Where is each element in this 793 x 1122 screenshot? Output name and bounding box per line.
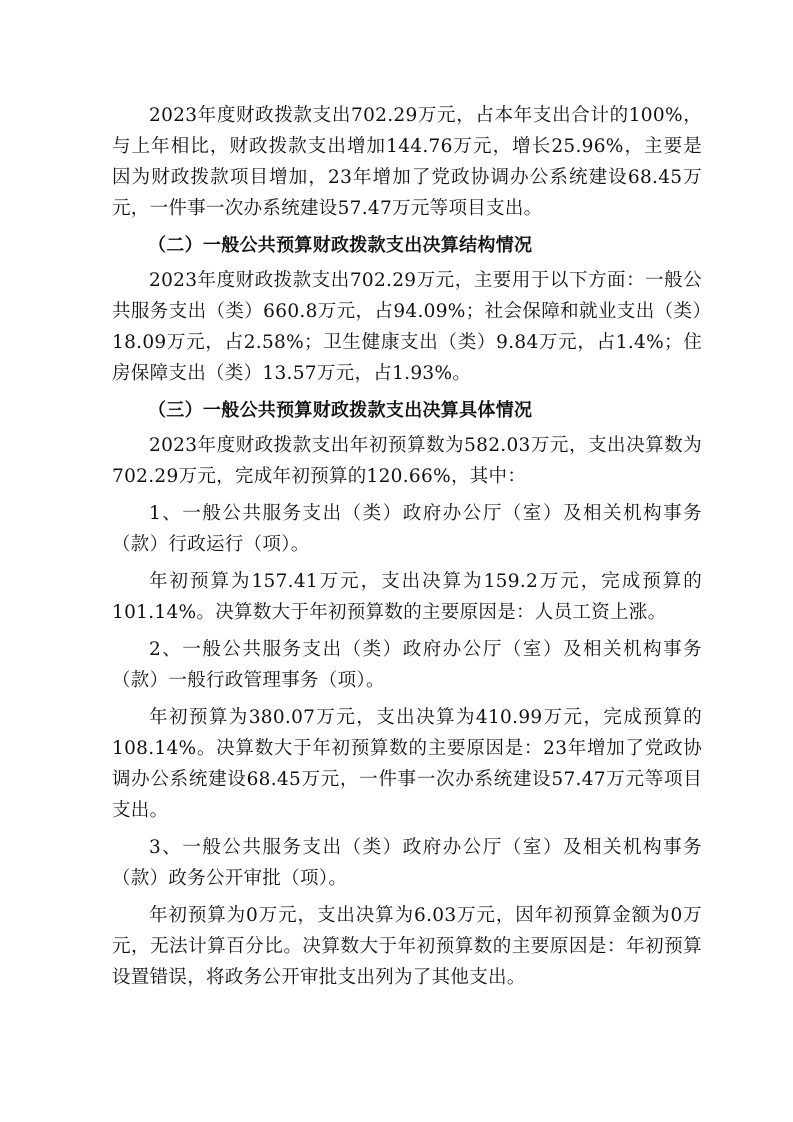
- document-page: [112, 100, 702, 993]
- item-1-body: 年初预算为157.41万元，支出决算为159.2万元，完成预算的101.14%。决算数大于年初预算数的主要原因是：人员工资上涨。: [112, 571, 702, 623]
- item-2-title: 2、一般公共服务支出（类）政府办公厅（室）及相关机构事务（款）一般行政管理事务（项）。: [112, 639, 702, 691]
- item-3-body: 年初预算为0万元，支出决算为6.03万元，因年初预算金额为0万元，无法计算百分比。决算数大于年初预算数的主要原因是：年初预算设置错误，将政务公开审批支出列为了其他支出。: [112, 905, 702, 988]
- paragraph-total-expenditure: 2023年度财政拨款支出702.29万元，占本年支出合计的100%，与上年相比，财政拨款支出增加144.76万元，增长25.96%，主要是因为财政拨款项目增加，23年增加了党政协调办公系统建设68.45万元，一件事一次办系统建设57.47万元等项目支出。: [112, 105, 702, 219]
- paragraph-expenditure-structure: 2023年度财政拨款支出702.29万元，主要用于以下方面：一般公共服务支出（类）660.8万元，占94.09%；社会保障和就业支出（类）18.09万元，占2.58%；卫生健康支出（类）9.84万元，占1.4%；住房保障支出（类）13.57万元，占1.93%。: [112, 270, 702, 384]
- section-heading-details: （三）一般公共预算财政拨款支出决算具体情况: [148, 400, 533, 421]
- section-heading-structure: （二）一般公共预算财政拨款支出决算结构情况: [148, 235, 533, 256]
- item-1-title: 1、一般公共服务支出（类）政府办公厅（室）及相关机构事务（款）行政运行（项）。: [112, 503, 702, 555]
- paragraph-budget-overview: 2023年度财政拨款支出年初预算数为582.03万元，支出决算数为702.29万元，完成年初预算的120.66%，其中：: [112, 435, 702, 487]
- item-3-title: 3、一般公共服务支出（类）政府办公厅（室）及相关机构事务（款）政务公开审批（项）。: [112, 837, 702, 889]
- item-2-body: 年初预算为380.07万元，支出决算为410.99万元，完成预算的108.14%。决算数大于年初预算数的主要原因是：23年增加了党政协调办公系统建设68.45万元，一件事一次办系统建设57.47万元等项目支出。: [112, 707, 702, 821]
